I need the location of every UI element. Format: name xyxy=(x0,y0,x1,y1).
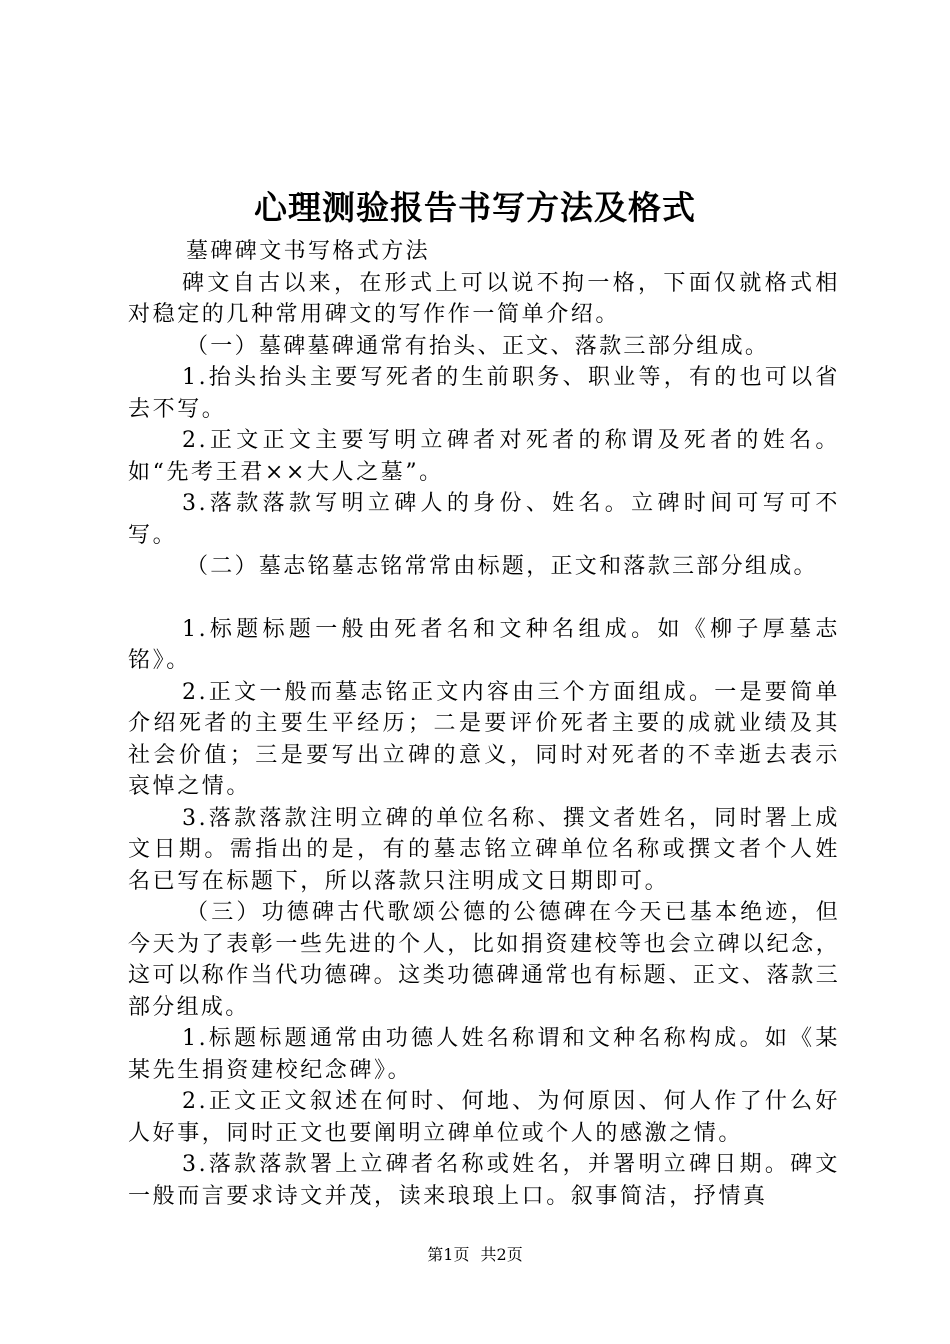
page-footer xyxy=(0,1244,950,1266)
paragraph: 3.落款落款署上立碑者名称或姓名，并署明立碑日期。碑文一般而言要求诗文并茂，读来琅琅上口。叙事简洁，抒情真 xyxy=(128,1152,840,1209)
page-number: 第1页 xyxy=(427,1245,470,1264)
paragraph: 3.落款落款写明立碑人的身份、姓名。立碑时间可写可不写。 xyxy=(128,491,840,548)
document-body xyxy=(128,236,840,1212)
page-total: 共2页 xyxy=(480,1245,523,1264)
section-heading: （三）功德碑古代歌颂公德的公德碑在今天已基本绝迹，但今天为了表彰一些先进的个人，比如捐资建校等也会立碑以纪念，这可以称作当代功德碑。这类功德碑通常也有标题、正文、落款三部分组成。 xyxy=(128,900,840,1020)
paragraph: 2.正文正文主要写明立碑者对死者的称谓及死者的姓名。如“先考王君××大人之墓”。 xyxy=(128,428,840,485)
paragraph: 1.抬头抬头主要写死者的生前职务、职业等，有的也可以省去不写。 xyxy=(128,365,840,422)
paragraph: 1.标题标题通常由功德人姓名称谓和文种名称构成。如《某某先生捐资建校纪念碑》。 xyxy=(128,1026,840,1083)
paragraph: 3.落款落款注明立碑的单位名称、撰文者姓名，同时署上成文日期。需指出的是，有的墓志铭立碑单位名称或撰文者个人姓名已写在标题下，所以落款只注明成文日期即可。 xyxy=(128,805,840,894)
paragraph: 碑文自古以来，在形式上可以说不拘一格，下面仅就格式相对稳定的几种常用碑文的写作作一简单介绍。 xyxy=(128,270,840,327)
section-heading: （二）墓志铭墓志铭常常由标题，正文和落款三部分组成。 xyxy=(186,554,818,579)
section-heading: （一）墓碑墓碑通常有抬头、正文、落款三部分组成。 xyxy=(186,333,770,359)
paragraph: 2.正文正文叙述在何时、何地、为何原因、何人作了什么好人好事，同时正文也要阐明立碑单位或个人的感激之情。 xyxy=(128,1089,840,1146)
paragraph: 2.正文一般而墓志铭正文内容由三个方面组成。一是要简单介绍死者的主要生平经历；二是要评价死者主要的成就业绩及其社会价值；三是要写出立碑的意义，同时对死者的不幸逝去表示哀悼之情。 xyxy=(128,679,840,799)
paragraph: 1.标题标题一般由死者名和文种名组成。如《柳子厚墓志铭》。 xyxy=(128,616,840,673)
section-heading: 墓碑碑文书写格式方法 xyxy=(186,239,431,264)
document-title: 心理测验报告书写方法及格式 xyxy=(254,188,696,227)
